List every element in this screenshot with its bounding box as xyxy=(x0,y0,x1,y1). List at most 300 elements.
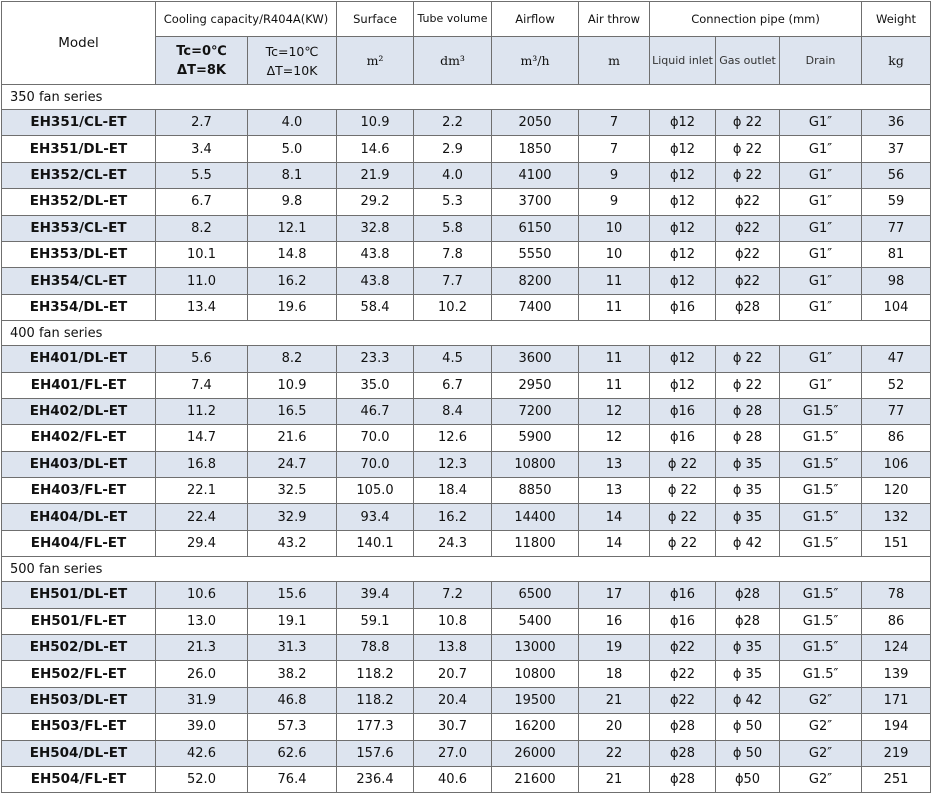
cell-weight: 104 xyxy=(862,294,931,320)
cell-liquid-inlet: ϕ12 xyxy=(650,241,716,267)
cell-model: EH502/DL-ET xyxy=(2,635,156,661)
cell-drain: G1.5″ xyxy=(780,451,862,477)
cell-gas-outlet: ϕ 28 xyxy=(716,425,780,451)
header-liquid-inlet: Liquid inlet xyxy=(650,37,716,85)
cell-air-throw: 21 xyxy=(579,766,650,792)
series-title: 500 fan series xyxy=(2,557,931,582)
cell-gas-outlet: ϕ 50 xyxy=(716,714,780,740)
header-tc10-line2: ΔT=10K xyxy=(266,62,318,78)
cell-liquid-inlet: ϕ12 xyxy=(650,372,716,398)
cell-cooling-tc10: 21.6 xyxy=(248,425,337,451)
cell-model: EH501/FL-ET xyxy=(2,608,156,634)
table-row xyxy=(2,398,931,424)
cell-drain: G2″ xyxy=(780,740,862,766)
cell-surface: 14.6 xyxy=(337,136,414,162)
cell-drain: G1.5″ xyxy=(780,425,862,451)
cell-air-throw: 19 xyxy=(579,635,650,661)
cell-gas-outlet: ϕ 22 xyxy=(716,346,780,372)
cell-airflow: 7200 xyxy=(492,398,579,424)
cell-cooling-tc0: 29.4 xyxy=(156,530,248,556)
cell-surface: 43.8 xyxy=(337,241,414,267)
cell-gas-outlet: ϕ 35 xyxy=(716,478,780,504)
table-row xyxy=(2,136,931,162)
cell-tube-volume: 4.0 xyxy=(414,162,492,188)
cell-model: EH401/FL-ET xyxy=(2,372,156,398)
unit-tube-volume: dm³ xyxy=(414,37,492,85)
cell-cooling-tc0: 10.6 xyxy=(156,582,248,608)
cell-drain: G1.5″ xyxy=(780,661,862,687)
cell-air-throw: 14 xyxy=(579,530,650,556)
cell-airflow: 14400 xyxy=(492,504,579,530)
cell-cooling-tc10: 4.0 xyxy=(248,110,337,136)
table-row xyxy=(2,740,931,766)
cell-air-throw: 20 xyxy=(579,714,650,740)
cell-surface: 105.0 xyxy=(337,478,414,504)
cell-surface: 35.0 xyxy=(337,372,414,398)
cell-model: EH354/DL-ET xyxy=(2,294,156,320)
cell-tube-volume: 5.3 xyxy=(414,189,492,215)
table-row xyxy=(2,582,931,608)
cell-drain: G1″ xyxy=(780,372,862,398)
cell-model: EH402/DL-ET xyxy=(2,398,156,424)
unit-air-throw: m xyxy=(579,37,650,85)
header-connection-pipe: Connection pipe (mm) xyxy=(650,2,862,37)
header-gas-outlet: Gas outlet xyxy=(716,37,780,85)
series-header-row xyxy=(2,85,931,110)
series-header-row xyxy=(2,321,931,346)
cell-air-throw: 7 xyxy=(579,136,650,162)
cell-cooling-tc0: 3.4 xyxy=(156,136,248,162)
cell-cooling-tc0: 14.7 xyxy=(156,425,248,451)
cell-model: EH401/DL-ET xyxy=(2,346,156,372)
cell-weight: 47 xyxy=(862,346,931,372)
header-tc0-line2: ΔT=8K xyxy=(177,62,226,78)
cell-gas-outlet: ϕ28 xyxy=(716,294,780,320)
cell-gas-outlet: ϕ50 xyxy=(716,766,780,792)
cell-drain: G1″ xyxy=(780,189,862,215)
cell-model: EH352/CL-ET xyxy=(2,162,156,188)
table-row xyxy=(2,268,931,294)
cell-cooling-tc0: 2.7 xyxy=(156,110,248,136)
cell-gas-outlet: ϕ 22 xyxy=(716,372,780,398)
cell-surface: 78.8 xyxy=(337,635,414,661)
table-row xyxy=(2,478,931,504)
cell-gas-outlet: ϕ28 xyxy=(716,608,780,634)
cell-drain: G1.5″ xyxy=(780,478,862,504)
series-header-row xyxy=(2,557,931,582)
unit-airflow: m³/h xyxy=(492,37,579,85)
cell-surface: 236.4 xyxy=(337,766,414,792)
cell-surface: 58.4 xyxy=(337,294,414,320)
cell-model: EH351/DL-ET xyxy=(2,136,156,162)
cell-drain: G2″ xyxy=(780,687,862,713)
cell-air-throw: 7 xyxy=(579,110,650,136)
table-row xyxy=(2,766,931,792)
cell-weight: 106 xyxy=(862,451,931,477)
cell-cooling-tc0: 22.1 xyxy=(156,478,248,504)
cell-airflow: 5400 xyxy=(492,608,579,634)
cell-airflow: 7400 xyxy=(492,294,579,320)
cell-gas-outlet: ϕ22 xyxy=(716,215,780,241)
cell-drain: G1″ xyxy=(780,110,862,136)
cell-airflow: 13000 xyxy=(492,635,579,661)
header-row-1 xyxy=(2,2,931,37)
cell-weight: 56 xyxy=(862,162,931,188)
cell-gas-outlet: ϕ22 xyxy=(716,268,780,294)
cell-airflow: 3600 xyxy=(492,346,579,372)
header-tc10 xyxy=(248,37,337,85)
table-row xyxy=(2,661,931,687)
cell-surface: 23.3 xyxy=(337,346,414,372)
cell-weight: 139 xyxy=(862,661,931,687)
cell-airflow: 11800 xyxy=(492,530,579,556)
cell-airflow: 26000 xyxy=(492,740,579,766)
cell-liquid-inlet: ϕ22 xyxy=(650,687,716,713)
table-row xyxy=(2,504,931,530)
cell-cooling-tc10: 38.2 xyxy=(248,661,337,687)
cell-cooling-tc10: 19.6 xyxy=(248,294,337,320)
cell-tube-volume: 20.7 xyxy=(414,661,492,687)
table-row xyxy=(2,162,931,188)
table-row xyxy=(2,241,931,267)
cell-tube-volume: 20.4 xyxy=(414,687,492,713)
cell-surface: 21.9 xyxy=(337,162,414,188)
cell-cooling-tc0: 8.2 xyxy=(156,215,248,241)
cell-drain: G1.5″ xyxy=(780,608,862,634)
cell-drain: G1.5″ xyxy=(780,398,862,424)
cell-model: EH353/CL-ET xyxy=(2,215,156,241)
cell-air-throw: 9 xyxy=(579,162,650,188)
cell-drain: G1.5″ xyxy=(780,530,862,556)
table-row xyxy=(2,687,931,713)
cell-tube-volume: 4.5 xyxy=(414,346,492,372)
cell-liquid-inlet: ϕ16 xyxy=(650,398,716,424)
header-air-throw: Air throw xyxy=(579,2,650,37)
cell-air-throw: 21 xyxy=(579,687,650,713)
cell-gas-outlet: ϕ 42 xyxy=(716,687,780,713)
cell-air-throw: 9 xyxy=(579,189,650,215)
cell-weight: 194 xyxy=(862,714,931,740)
cell-tube-volume: 40.6 xyxy=(414,766,492,792)
cell-surface: 118.2 xyxy=(337,661,414,687)
cell-cooling-tc0: 6.7 xyxy=(156,189,248,215)
cell-weight: 251 xyxy=(862,766,931,792)
table-row xyxy=(2,714,931,740)
header-drain: Drain xyxy=(780,37,862,85)
cell-liquid-inlet: ϕ12 xyxy=(650,346,716,372)
cell-liquid-inlet: ϕ16 xyxy=(650,294,716,320)
cell-cooling-tc10: 12.1 xyxy=(248,215,337,241)
cell-airflow: 8200 xyxy=(492,268,579,294)
cell-cooling-tc10: 76.4 xyxy=(248,766,337,792)
cell-gas-outlet: ϕ 35 xyxy=(716,661,780,687)
cell-air-throw: 10 xyxy=(579,241,650,267)
cell-model: EH504/DL-ET xyxy=(2,740,156,766)
cell-airflow: 3700 xyxy=(492,189,579,215)
cell-airflow: 8850 xyxy=(492,478,579,504)
table-row xyxy=(2,530,931,556)
cell-weight: 98 xyxy=(862,268,931,294)
cell-weight: 86 xyxy=(862,425,931,451)
cell-air-throw: 11 xyxy=(579,346,650,372)
cell-cooling-tc10: 16.2 xyxy=(248,268,337,294)
cell-cooling-tc0: 22.4 xyxy=(156,504,248,530)
cell-air-throw: 22 xyxy=(579,740,650,766)
cell-gas-outlet: ϕ28 xyxy=(716,582,780,608)
cell-drain: G2″ xyxy=(780,714,862,740)
cell-model: EH503/FL-ET xyxy=(2,714,156,740)
cell-liquid-inlet: ϕ28 xyxy=(650,714,716,740)
cell-airflow: 19500 xyxy=(492,687,579,713)
cell-gas-outlet: ϕ 22 xyxy=(716,162,780,188)
cell-cooling-tc10: 15.6 xyxy=(248,582,337,608)
cell-liquid-inlet: ϕ 22 xyxy=(650,478,716,504)
cell-tube-volume: 16.2 xyxy=(414,504,492,530)
cell-weight: 59 xyxy=(862,189,931,215)
cell-liquid-inlet: ϕ12 xyxy=(650,189,716,215)
cell-gas-outlet: ϕ 28 xyxy=(716,398,780,424)
cell-tube-volume: 18.4 xyxy=(414,478,492,504)
cell-liquid-inlet: ϕ12 xyxy=(650,162,716,188)
cell-surface: 43.8 xyxy=(337,268,414,294)
cell-drain: G1″ xyxy=(780,241,862,267)
cell-weight: 151 xyxy=(862,530,931,556)
cell-model: EH501/DL-ET xyxy=(2,582,156,608)
cell-liquid-inlet: ϕ 22 xyxy=(650,451,716,477)
table-row xyxy=(2,425,931,451)
cell-liquid-inlet: ϕ12 xyxy=(650,136,716,162)
cell-weight: 81 xyxy=(862,241,931,267)
cell-weight: 120 xyxy=(862,478,931,504)
cell-air-throw: 12 xyxy=(579,425,650,451)
cell-weight: 132 xyxy=(862,504,931,530)
cell-gas-outlet: ϕ22 xyxy=(716,241,780,267)
cell-model: EH403/DL-ET xyxy=(2,451,156,477)
cell-surface: 32.8 xyxy=(337,215,414,241)
table-row xyxy=(2,294,931,320)
cell-tube-volume: 6.7 xyxy=(414,372,492,398)
cell-tube-volume: 8.4 xyxy=(414,398,492,424)
cell-tube-volume: 24.3 xyxy=(414,530,492,556)
spec-table xyxy=(1,1,931,793)
cell-tube-volume: 30.7 xyxy=(414,714,492,740)
cell-surface: 70.0 xyxy=(337,451,414,477)
cell-drain: G1″ xyxy=(780,136,862,162)
cell-tube-volume: 7.8 xyxy=(414,241,492,267)
cell-tube-volume: 27.0 xyxy=(414,740,492,766)
table-row xyxy=(2,608,931,634)
cell-tube-volume: 7.7 xyxy=(414,268,492,294)
cell-air-throw: 14 xyxy=(579,504,650,530)
cell-surface: 157.6 xyxy=(337,740,414,766)
cell-airflow: 5550 xyxy=(492,241,579,267)
cell-tube-volume: 12.6 xyxy=(414,425,492,451)
cell-cooling-tc10: 57.3 xyxy=(248,714,337,740)
cell-surface: 93.4 xyxy=(337,504,414,530)
cell-airflow: 10800 xyxy=(492,451,579,477)
cell-cooling-tc0: 16.8 xyxy=(156,451,248,477)
cell-surface: 70.0 xyxy=(337,425,414,451)
cell-air-throw: 10 xyxy=(579,215,650,241)
cell-air-throw: 13 xyxy=(579,478,650,504)
cell-drain: G1″ xyxy=(780,294,862,320)
cell-model: EH404/FL-ET xyxy=(2,530,156,556)
cell-gas-outlet: ϕ 42 xyxy=(716,530,780,556)
table-row xyxy=(2,372,931,398)
cell-drain: G1″ xyxy=(780,346,862,372)
series-title: 350 fan series xyxy=(2,85,931,110)
cell-model: EH502/FL-ET xyxy=(2,661,156,687)
cell-tube-volume: 10.8 xyxy=(414,608,492,634)
header-cooling-capacity: Cooling capacity/R404A(KW) xyxy=(156,2,337,37)
cell-surface: 140.1 xyxy=(337,530,414,556)
cell-air-throw: 11 xyxy=(579,268,650,294)
cell-airflow: 5900 xyxy=(492,425,579,451)
cell-cooling-tc10: 16.5 xyxy=(248,398,337,424)
cell-model: EH353/DL-ET xyxy=(2,241,156,267)
cell-air-throw: 11 xyxy=(579,294,650,320)
cell-tube-volume: 2.2 xyxy=(414,110,492,136)
cell-model: EH404/DL-ET xyxy=(2,504,156,530)
header-model: Model xyxy=(2,2,156,85)
cell-model: EH403/FL-ET xyxy=(2,478,156,504)
cell-gas-outlet: ϕ22 xyxy=(716,189,780,215)
cell-liquid-inlet: ϕ12 xyxy=(650,110,716,136)
header-tube-volume: Tube volume xyxy=(414,2,492,37)
cell-gas-outlet: ϕ 22 xyxy=(716,110,780,136)
table-row xyxy=(2,110,931,136)
table-row xyxy=(2,189,931,215)
cell-liquid-inlet: ϕ28 xyxy=(650,766,716,792)
cell-cooling-tc0: 7.4 xyxy=(156,372,248,398)
cell-model: EH354/CL-ET xyxy=(2,268,156,294)
cell-surface: 39.4 xyxy=(337,582,414,608)
cell-drain: G1″ xyxy=(780,162,862,188)
cell-tube-volume: 10.2 xyxy=(414,294,492,320)
cell-gas-outlet: ϕ 35 xyxy=(716,451,780,477)
cell-liquid-inlet: ϕ22 xyxy=(650,661,716,687)
cell-airflow: 1850 xyxy=(492,136,579,162)
cell-cooling-tc0: 31.9 xyxy=(156,687,248,713)
cell-cooling-tc10: 62.6 xyxy=(248,740,337,766)
cell-air-throw: 11 xyxy=(579,372,650,398)
cell-cooling-tc0: 13.0 xyxy=(156,608,248,634)
cell-cooling-tc10: 5.0 xyxy=(248,136,337,162)
table-row xyxy=(2,346,931,372)
cell-tube-volume: 7.2 xyxy=(414,582,492,608)
cell-cooling-tc10: 46.8 xyxy=(248,687,337,713)
cell-airflow: 2050 xyxy=(492,110,579,136)
cell-cooling-tc0: 39.0 xyxy=(156,714,248,740)
cell-cooling-tc10: 10.9 xyxy=(248,372,337,398)
cell-liquid-inlet: ϕ16 xyxy=(650,608,716,634)
cell-air-throw: 13 xyxy=(579,451,650,477)
cell-liquid-inlet: ϕ 22 xyxy=(650,530,716,556)
cell-cooling-tc0: 11.0 xyxy=(156,268,248,294)
cell-liquid-inlet: ϕ16 xyxy=(650,582,716,608)
cell-gas-outlet: ϕ 35 xyxy=(716,635,780,661)
cell-air-throw: 16 xyxy=(579,608,650,634)
cell-airflow: 16200 xyxy=(492,714,579,740)
cell-liquid-inlet: ϕ28 xyxy=(650,740,716,766)
cell-liquid-inlet: ϕ12 xyxy=(650,268,716,294)
cell-weight: 37 xyxy=(862,136,931,162)
header-airflow: Airflow xyxy=(492,2,579,37)
cell-air-throw: 12 xyxy=(579,398,650,424)
cell-drain: G1″ xyxy=(780,268,862,294)
cell-weight: 77 xyxy=(862,398,931,424)
cell-surface: 59.1 xyxy=(337,608,414,634)
unit-surface: m² xyxy=(337,37,414,85)
cell-tube-volume: 12.3 xyxy=(414,451,492,477)
cell-drain: G1.5″ xyxy=(780,582,862,608)
cell-surface: 10.9 xyxy=(337,110,414,136)
cell-liquid-inlet: ϕ12 xyxy=(650,215,716,241)
cell-cooling-tc10: 8.2 xyxy=(248,346,337,372)
cell-cooling-tc10: 19.1 xyxy=(248,608,337,634)
table-row xyxy=(2,635,931,661)
header-tc0 xyxy=(156,37,248,85)
cell-drain: G2″ xyxy=(780,766,862,792)
cell-drain: G1″ xyxy=(780,215,862,241)
cell-air-throw: 18 xyxy=(579,661,650,687)
cell-surface: 177.3 xyxy=(337,714,414,740)
cell-cooling-tc0: 21.3 xyxy=(156,635,248,661)
cell-cooling-tc0: 42.6 xyxy=(156,740,248,766)
cell-drain: G1.5″ xyxy=(780,635,862,661)
cell-airflow: 6150 xyxy=(492,215,579,241)
table-row xyxy=(2,215,931,241)
header-surface: Surface xyxy=(337,2,414,37)
cell-airflow: 2950 xyxy=(492,372,579,398)
cell-drain: G1.5″ xyxy=(780,504,862,530)
cell-surface: 118.2 xyxy=(337,687,414,713)
cell-model: EH351/CL-ET xyxy=(2,110,156,136)
cell-cooling-tc10: 8.1 xyxy=(248,162,337,188)
cell-airflow: 21600 xyxy=(492,766,579,792)
cell-airflow: 10800 xyxy=(492,661,579,687)
series-title: 400 fan series xyxy=(2,321,931,346)
unit-weight: kg xyxy=(862,37,931,85)
cell-weight: 171 xyxy=(862,687,931,713)
cell-air-throw: 17 xyxy=(579,582,650,608)
cell-weight: 36 xyxy=(862,110,931,136)
cell-liquid-inlet: ϕ 22 xyxy=(650,504,716,530)
cell-airflow: 6500 xyxy=(492,582,579,608)
cell-cooling-tc0: 13.4 xyxy=(156,294,248,320)
cell-model: EH402/FL-ET xyxy=(2,425,156,451)
cell-tube-volume: 2.9 xyxy=(414,136,492,162)
cell-weight: 78 xyxy=(862,582,931,608)
cell-liquid-inlet: ϕ16 xyxy=(650,425,716,451)
cell-cooling-tc10: 31.3 xyxy=(248,635,337,661)
cell-gas-outlet: ϕ 35 xyxy=(716,504,780,530)
cell-cooling-tc10: 9.8 xyxy=(248,189,337,215)
cell-cooling-tc0: 26.0 xyxy=(156,661,248,687)
cell-model: EH503/DL-ET xyxy=(2,687,156,713)
cell-gas-outlet: ϕ 22 xyxy=(716,136,780,162)
table-row xyxy=(2,451,931,477)
cell-weight: 52 xyxy=(862,372,931,398)
cell-model: EH352/DL-ET xyxy=(2,189,156,215)
cell-airflow: 4100 xyxy=(492,162,579,188)
cell-cooling-tc10: 43.2 xyxy=(248,530,337,556)
cell-liquid-inlet: ϕ22 xyxy=(650,635,716,661)
cell-weight: 219 xyxy=(862,740,931,766)
header-weight: Weight xyxy=(862,2,931,37)
cell-gas-outlet: ϕ 50 xyxy=(716,740,780,766)
cell-weight: 124 xyxy=(862,635,931,661)
